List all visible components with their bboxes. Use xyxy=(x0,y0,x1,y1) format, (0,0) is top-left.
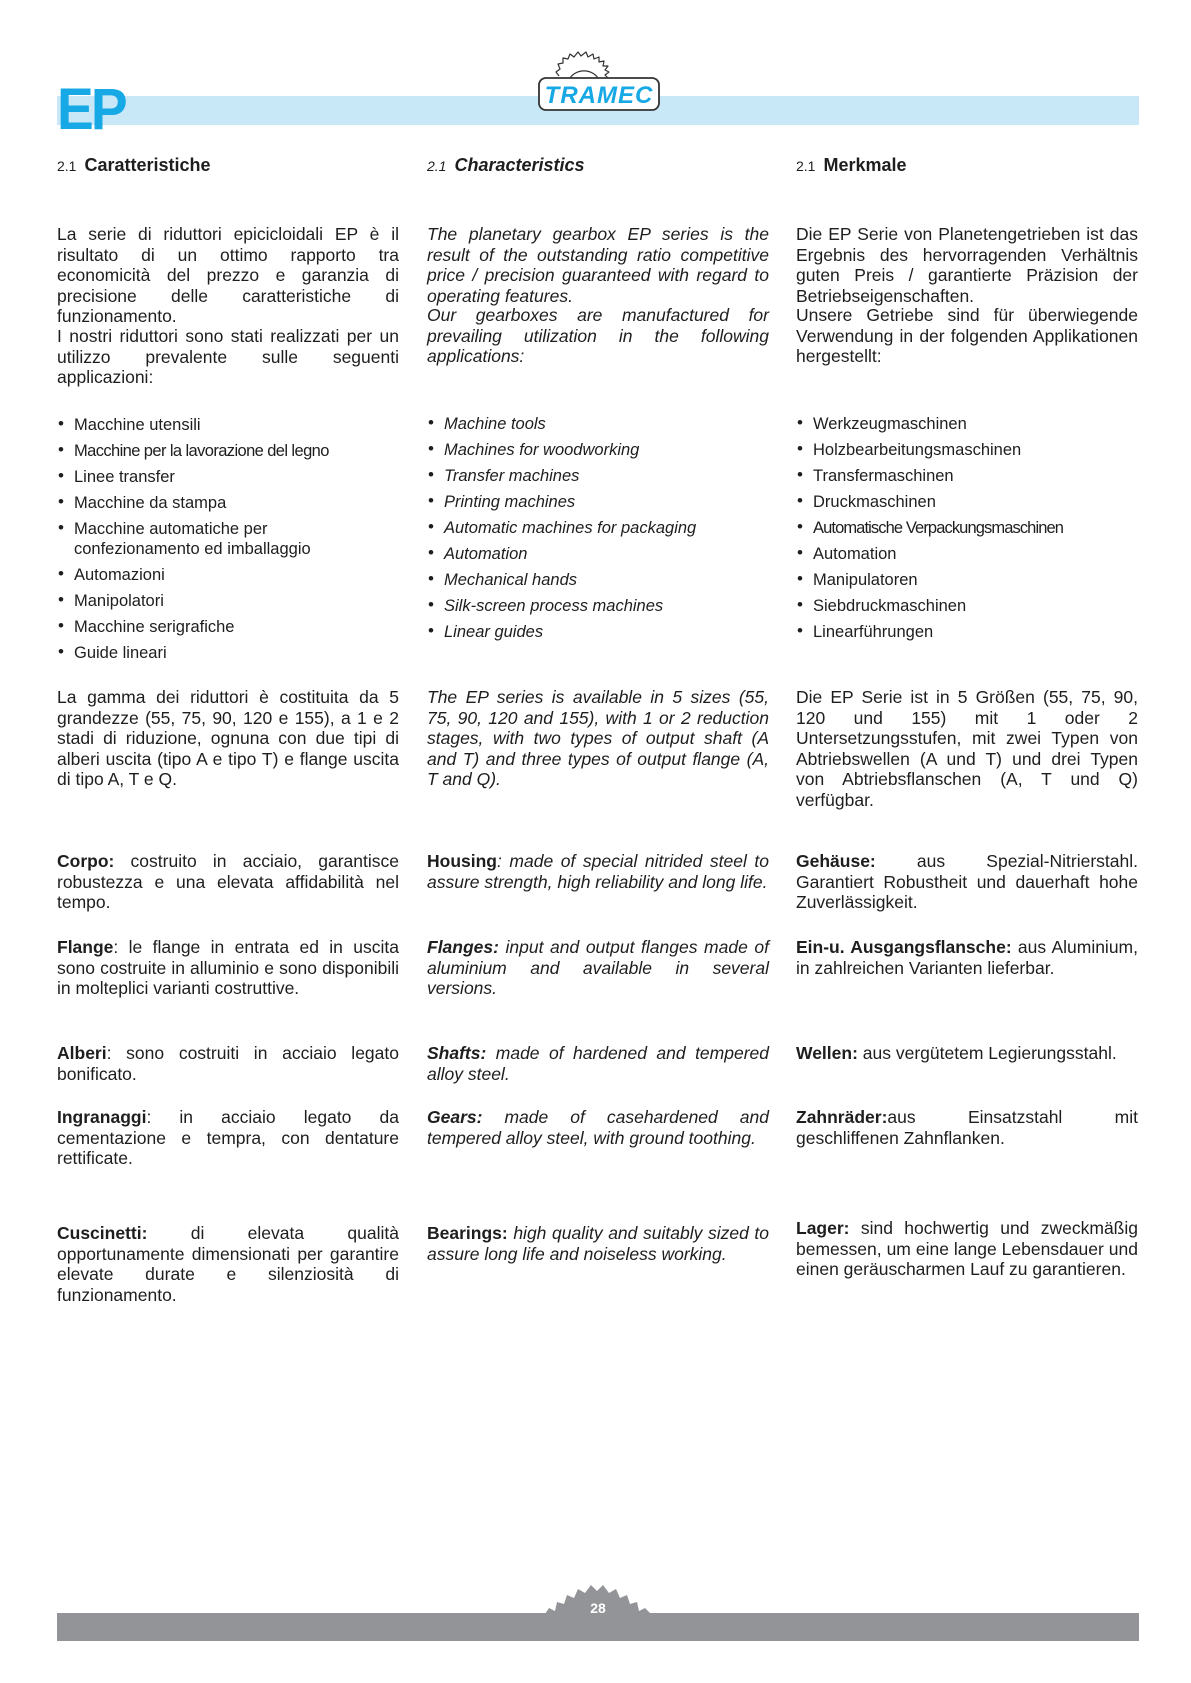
list-item: • Automation xyxy=(427,544,696,564)
list-item: • Manipulatoren xyxy=(796,570,1063,590)
list-item: • Automatische Verpackungsmaschinen xyxy=(796,518,1063,538)
feature-text: aus Aluminium, in zahlreichen Varianten lieferbar. xyxy=(796,937,1138,978)
feature-flanges xyxy=(427,937,769,999)
intro-paragraph: The planetary gearbox EP series is the result of the outstanding ratio competitive price / precision guaranteed with regard to operating features. xyxy=(427,224,769,306)
section-number: 2.1 xyxy=(427,158,447,174)
list-item: • Silk-screen process machines xyxy=(427,596,696,616)
range-paragraph: Die EP Serie ist in 5 Größen (55, 75, 90, 120 und 155) mit 1 oder 2 Untersetzungsstufen, mit zwei Typen von Abtriebswellen (A und T) und drei Typen von Abtriebsflanschen (A, T und Q) verfügbar. xyxy=(796,687,1138,810)
feature-label: Lager: xyxy=(796,1218,850,1238)
feature-label: Corpo: xyxy=(57,851,115,871)
section-title-text: Characteristics xyxy=(454,155,585,175)
feature-text: made of casehardened and tempered alloy steel, with ground toothing. xyxy=(427,1107,769,1148)
list-item: • Transfer machines xyxy=(427,466,696,486)
list-item: • Werkzeugmaschinen xyxy=(796,414,1063,434)
page-number: 28 xyxy=(590,1600,606,1616)
list-item: • Automatic machines for packaging xyxy=(427,518,696,538)
logo-text: TRAMEC xyxy=(544,82,654,109)
list-item: • Linee transfer xyxy=(57,467,374,487)
feature-label: Gears: xyxy=(427,1107,483,1127)
list-item: • Siebdruckmaschinen xyxy=(796,596,1063,616)
feature-label: Ingranaggi xyxy=(57,1107,147,1127)
list-item: • Linear guides xyxy=(427,622,696,642)
feature-text: made of hardened and tempered alloy steel. xyxy=(427,1043,769,1084)
feature-text: high quality and suitably sized to assure long life and noiseless working. xyxy=(427,1223,769,1264)
list-item: • Macchine per la lavorazione del legno xyxy=(57,441,374,461)
list-item: • Automation xyxy=(796,544,1063,564)
feature-gears xyxy=(796,1107,1138,1148)
intro-paragraph-2: Unsere Getriebe sind für überwiegende Verwendung in der folgenden Applikationen hergestellt: xyxy=(796,305,1138,366)
list-item: • Machines for woodworking xyxy=(427,440,696,460)
list-item: • Manipolatori xyxy=(57,591,374,611)
feature-text: aus Einsatzstahl mit geschliffenen Zahnflanken. xyxy=(796,1107,1138,1148)
feature-gears xyxy=(427,1107,769,1148)
list-item: • Macchine da stampa xyxy=(57,493,374,513)
feature-text: di elevata qualità opportunamente dimensionati per garantire elevate durate e silenziosità di funzionamento. xyxy=(57,1223,399,1305)
list-item: • Holzbearbeitungsmaschinen xyxy=(796,440,1063,460)
applications-list xyxy=(427,414,696,648)
section-number: 2.1 xyxy=(57,158,77,174)
feature-bearings xyxy=(796,1218,1138,1280)
feature-label: Housing xyxy=(427,851,497,871)
intro-paragraph-2: Our gearboxes are manufactured for prevailing utilization in the following applications: xyxy=(427,305,769,366)
feature-shafts xyxy=(427,1043,769,1084)
section-number: 2.1 xyxy=(796,158,816,174)
list-item: • Mechanical hands xyxy=(427,570,696,590)
section-title-text: Merkmale xyxy=(823,155,907,175)
feature-text: sind hochwertig und zweckmäßig bemessen, um eine lange Lebensdauer und einen geräuscharmen Lauf zu garantieren. xyxy=(796,1218,1138,1279)
feature-flanges xyxy=(796,937,1138,978)
list-item: • Machine tools xyxy=(427,414,696,434)
feature-bearings xyxy=(57,1223,399,1305)
intro-paragraph: La serie di riduttori epicicloidali EP è il risultato di un ottimo rapporto tra economicità del prezzo e garanzia di precisione delle caratteristiche di funzionamento. xyxy=(57,224,399,326)
list-item: • Macchine automatiche per confezionamento ed imballaggio xyxy=(57,519,374,559)
feature-text: costruito in acciaio, garantisce robustezza e una elevata affidabilità nel tempo. xyxy=(57,851,399,912)
applications-list xyxy=(796,414,1063,648)
feature-label: Shafts: xyxy=(427,1043,487,1063)
series-mark: EP xyxy=(57,77,125,142)
feature-housing xyxy=(796,851,1138,913)
feature-shafts xyxy=(796,1043,1138,1064)
feature-label: Zahnräder: xyxy=(796,1107,888,1127)
feature-text: : sono costruiti in acciaio legato bonificato. xyxy=(57,1043,399,1084)
feature-housing xyxy=(427,851,769,892)
feature-label: Bearings: xyxy=(427,1223,508,1243)
list-item: • Transfermaschinen xyxy=(796,466,1063,486)
range-paragraph: The EP series is available in 5 sizes (55, 75, 90, 120 and 155), with 1 or 2 reduction stages, with two types of output shaft (A and T) and three types of output flange (A, T and Q). xyxy=(427,687,769,789)
tramec-logo xyxy=(534,42,664,114)
range-paragraph: La gamma dei riduttori è costituita da 5 grandezze (55, 75, 90, 120 e 155), a 1 e 2 stadi di riduzione, ognuna con due tipi di alberi uscita (tipo A e tipo T) e flange uscita di tipo A, T e Q. xyxy=(57,687,399,789)
feature-bearings xyxy=(427,1223,769,1264)
feature-flanges xyxy=(57,937,399,999)
feature-label: Gehäuse: xyxy=(796,851,876,871)
feature-text: : in acciaio legato da cementazione e tempra, con dentature rettificate. xyxy=(57,1107,399,1168)
list-item: • Linearführungen xyxy=(796,622,1063,642)
list-item: • Guide lineari xyxy=(57,643,374,663)
list-item: • Druckmaschinen xyxy=(796,492,1063,512)
feature-label: Alberi xyxy=(57,1043,107,1063)
list-item: • Macchine serigrafiche xyxy=(57,617,374,637)
feature-text: : le flange in entrata ed in uscita sono costruite in alluminio e sono disponibili in molteplici varianti costruttive. xyxy=(57,937,399,998)
feature-text: : made of special nitrided steel to assure strength, high reliability and long life. xyxy=(427,851,769,892)
intro-paragraph: Die EP Serie von Planetengetrieben ist das Ergebnis des hervorragenden Verhältnis guten Preis / garantierte Präzision der Betriebseigenschaften. xyxy=(796,224,1138,306)
feature-gears xyxy=(57,1107,399,1169)
list-item: • Macchine utensili xyxy=(57,415,374,435)
section-title-it xyxy=(57,155,211,176)
gear-icon xyxy=(556,52,609,80)
list-item: • Automazioni xyxy=(57,565,374,585)
feature-label: Wellen: xyxy=(796,1043,858,1063)
section-title-text: Caratteristiche xyxy=(84,155,211,175)
list-item: • Printing machines xyxy=(427,492,696,512)
feature-housing xyxy=(57,851,399,913)
feature-label: Flange xyxy=(57,937,114,957)
section-title-de xyxy=(796,155,907,176)
feature-label: Flanges: xyxy=(427,937,499,957)
feature-text: aus vergütetem Legierungsstahl. xyxy=(857,1043,1117,1063)
feature-text: input and output flanges made of aluminium and available in several versions. xyxy=(427,937,769,998)
feature-shafts xyxy=(57,1043,399,1084)
feature-label: Ein-u. Ausgangsflansche: xyxy=(796,937,1012,957)
feature-text: aus Spezial-Nitrierstahl. Garantiert Robustheit und dauerhaft hohe Zuverlässigkeit. xyxy=(796,851,1138,912)
feature-label: Cuscinetti: xyxy=(57,1223,148,1243)
applications-list xyxy=(57,415,374,669)
section-title-en xyxy=(427,155,585,176)
intro-paragraph-2: I nostri riduttori sono stati realizzati per un utilizzo prevalente sulle seguenti applicazioni: xyxy=(57,326,399,387)
